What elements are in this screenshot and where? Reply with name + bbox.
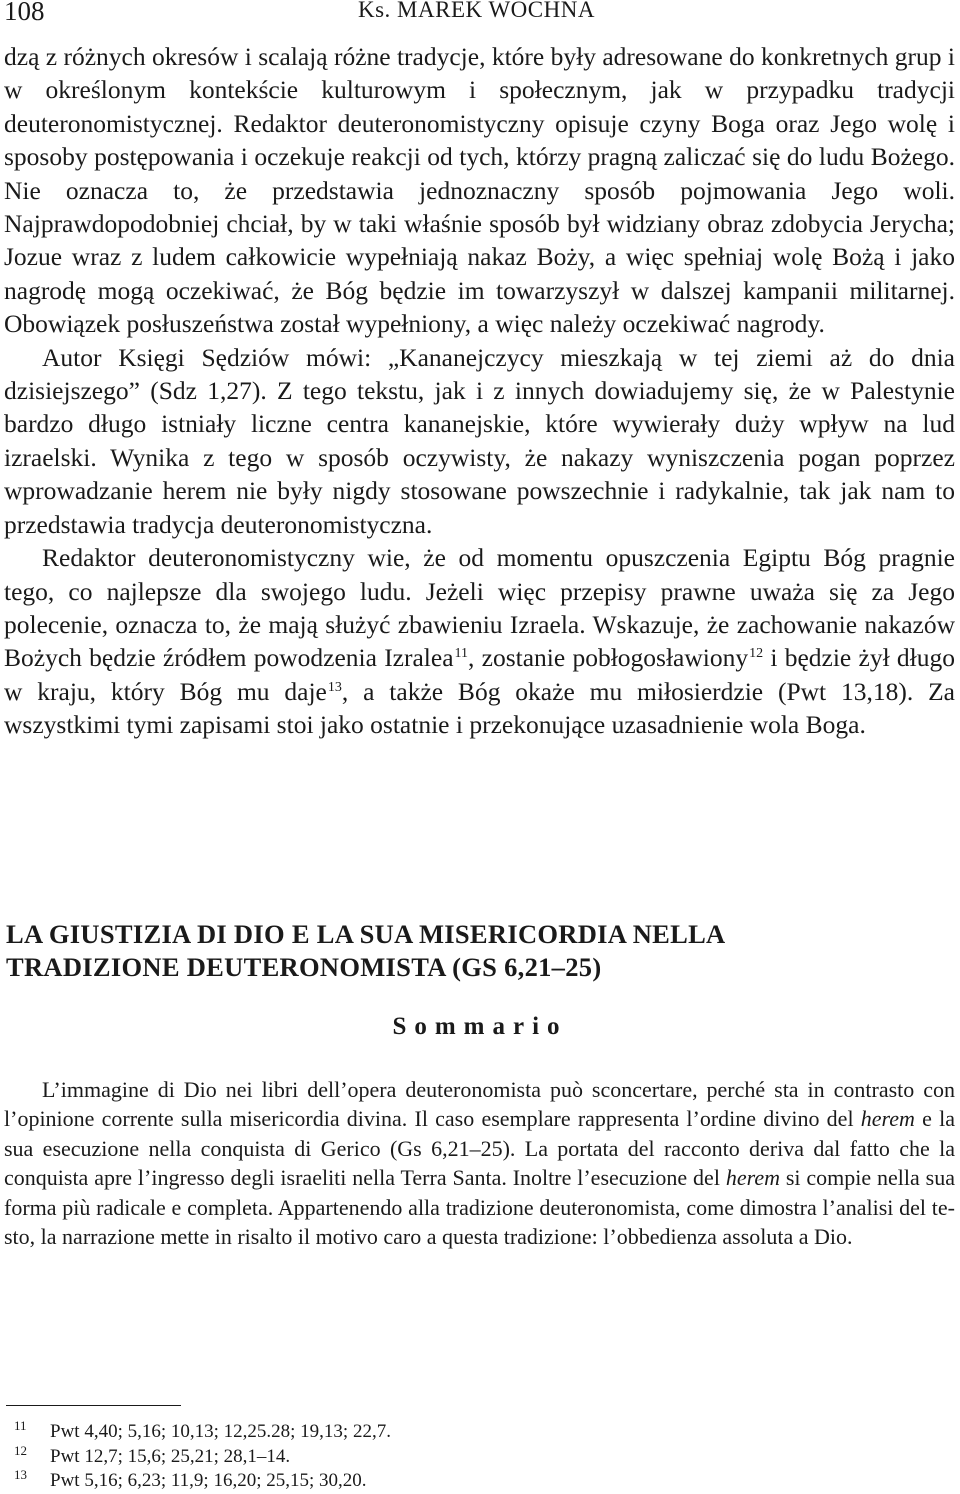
paragraph-3-text-b: , zostanie pobłogosławiony (468, 643, 749, 673)
summary-text-a: L’immagine di Dio nei libri dell’opera deuteronomista può sconcertare, perché sta in contrasto con l’opinione corrente sulla misericordia divina. Il caso esemplare rappresenta l’ordine divino del (4, 1077, 955, 1132)
summary-text (4, 1075, 955, 1251)
section-heading (6, 918, 956, 984)
footnote-13: 13 Pwt 5,16; 6,23; 11,9; 16,20; 25,15; 30,20. (14, 1467, 367, 1491)
footnote-12: 12 Pwt 12,7; 15,6; 25,21; 28,1–14. (14, 1442, 291, 1467)
footnote-text: Pwt 12,7; 15,6; 25,21; 28,1–14. (50, 1445, 291, 1467)
footnote-ref-11[interactable]: 11 (454, 646, 469, 662)
summary-title: Sommario (392, 1013, 568, 1040)
paragraph-2: Autor Księgi Sędziów mówi: „Kananejczycy mieszkają w tej ziemi aż do dnia dzisiejszego” (Sdz 1,27). Z tego tekstu, jak i z innych dowiadujemy się, że w Palestynie bardzo długo istniały liczne centra kananejskie, które wywierały duży wpływ na lud izraelski. Wynika z tego w sposób oczywisty, że nakazy wyniszczenia pogan poprzez wprowadzanie herem nie były nigdy stosowane powszechnie i radykalnie, tak jak nam to przedstawia tradycja deuteronomistyczna. (4, 342, 955, 539)
footnote-divider (6, 1405, 181, 1406)
body-text (4, 40, 955, 742)
section-heading-line-2: TRADIZIONE DEUTERONOMISTA (GS 6,21–25) (6, 952, 602, 982)
page-number: 108 (4, 0, 45, 26)
summary-term-herem-1: herem (860, 1106, 915, 1132)
footnote-ref-13[interactable]: 13 (327, 679, 342, 695)
footnote-text: Pwt 4,40; 5,16; 10,13; 12,25.28; 19,13; 22,7. (50, 1421, 391, 1442)
footnote-ref-12[interactable]: 12 (749, 646, 764, 662)
summary-term-herem-2: herem (725, 1165, 780, 1191)
section-heading-line-1: LA GIUSTIZIA DI DIO E LA SUA MISERICORDIA NELLA (6, 919, 726, 949)
running-title: Ks. MAREK WOCHNA (358, 0, 595, 22)
summary-paragraph (4, 1075, 955, 1251)
paragraph-3-text-c: i będzie żył długo w kraju, który Bóg mu daje (4, 643, 955, 706)
summary-text-c: si compie nella sua forma più radicale e completa. Appartenendo alla tradizione deuteronomista, come dimostra l’analisi del testo, la narrazione mette in risalto il motivo caro a questa tradizione: l’obbedienza assoluta a Dio. (4, 1165, 955, 1250)
summary-text-b: e la sua esecuzione nella conquista di Gerico (Gs 6,21–25). La portata del racconto deriva dal fatto che la conquista apre l’ingresso degli israeliti nella Terra Santa. Inoltre l’esecuzione del (4, 1106, 955, 1191)
running-header (0, 0, 960, 30)
paragraph-3 (4, 541, 955, 741)
paragraph-3-text-d: , a także Bóg okaże mu miłosierdzie (Pwt 13,18). Za wszystkimi tymi zapisami stoi jako ostatnie i przekonujące uzasadnienie wola Boga. (4, 676, 955, 740)
footnote-11: 11 Pwt 4,40; 5,16; 10,13; 12,25.28; 19,13; 22,7. (14, 1418, 391, 1442)
footnote-text: Pwt 5,16; 6,23; 11,9; 16,20; 25,15; 30,20. (50, 1470, 367, 1491)
paragraph-1: dzą z różnych okresów i scalają różne tradycje, które były adresowane do konkretnych grup i w określonym kontekście kulturowym i społecznym, jak w przypadku tradycji deuteronomistycznej. Redaktor deuteronomistyczny opisuje czyny Boga oraz Jego wolę i sposoby postępowania i oczekuje reakcji od tych, którzy pragną zaliczać się do ludu Bożego. Nie oznacza to, że przedstawia jednoznaczny sposób pojmowania Jego woli. Najprawdopodobniej chciał, by w taki właśnie sposób był widziany obraz zdobycia Jerycha; Jozue wraz z ludem całkowicie wypełniają nakaz Boży, a więc spełniaj wolę Bożą i jako nagrodę mogą oczekiwać, że Bóg będzie im towarzyszył w dalszej kampanii militarnej. Obowiązek posłuszeństwa został wypełniony, a więc należy oczekiwać nagrody. (4, 42, 955, 339)
paragraph-3-text-a: Redaktor deuteronomistyczny wie, że od momentu opuszczenia Egiptu Bóg pragnie tego, co najlepsze dla swojego ludu. Jeżeli więc przepisy prawne uważa się za Jego polecenie, oznacza to, że mają służyć zbawieniu Izraela. Wskazuje, że zachowanie nakazów Bożych będzie źródłem powodzenia Izralea (4, 543, 955, 673)
footnotes (14, 1420, 914, 1494)
